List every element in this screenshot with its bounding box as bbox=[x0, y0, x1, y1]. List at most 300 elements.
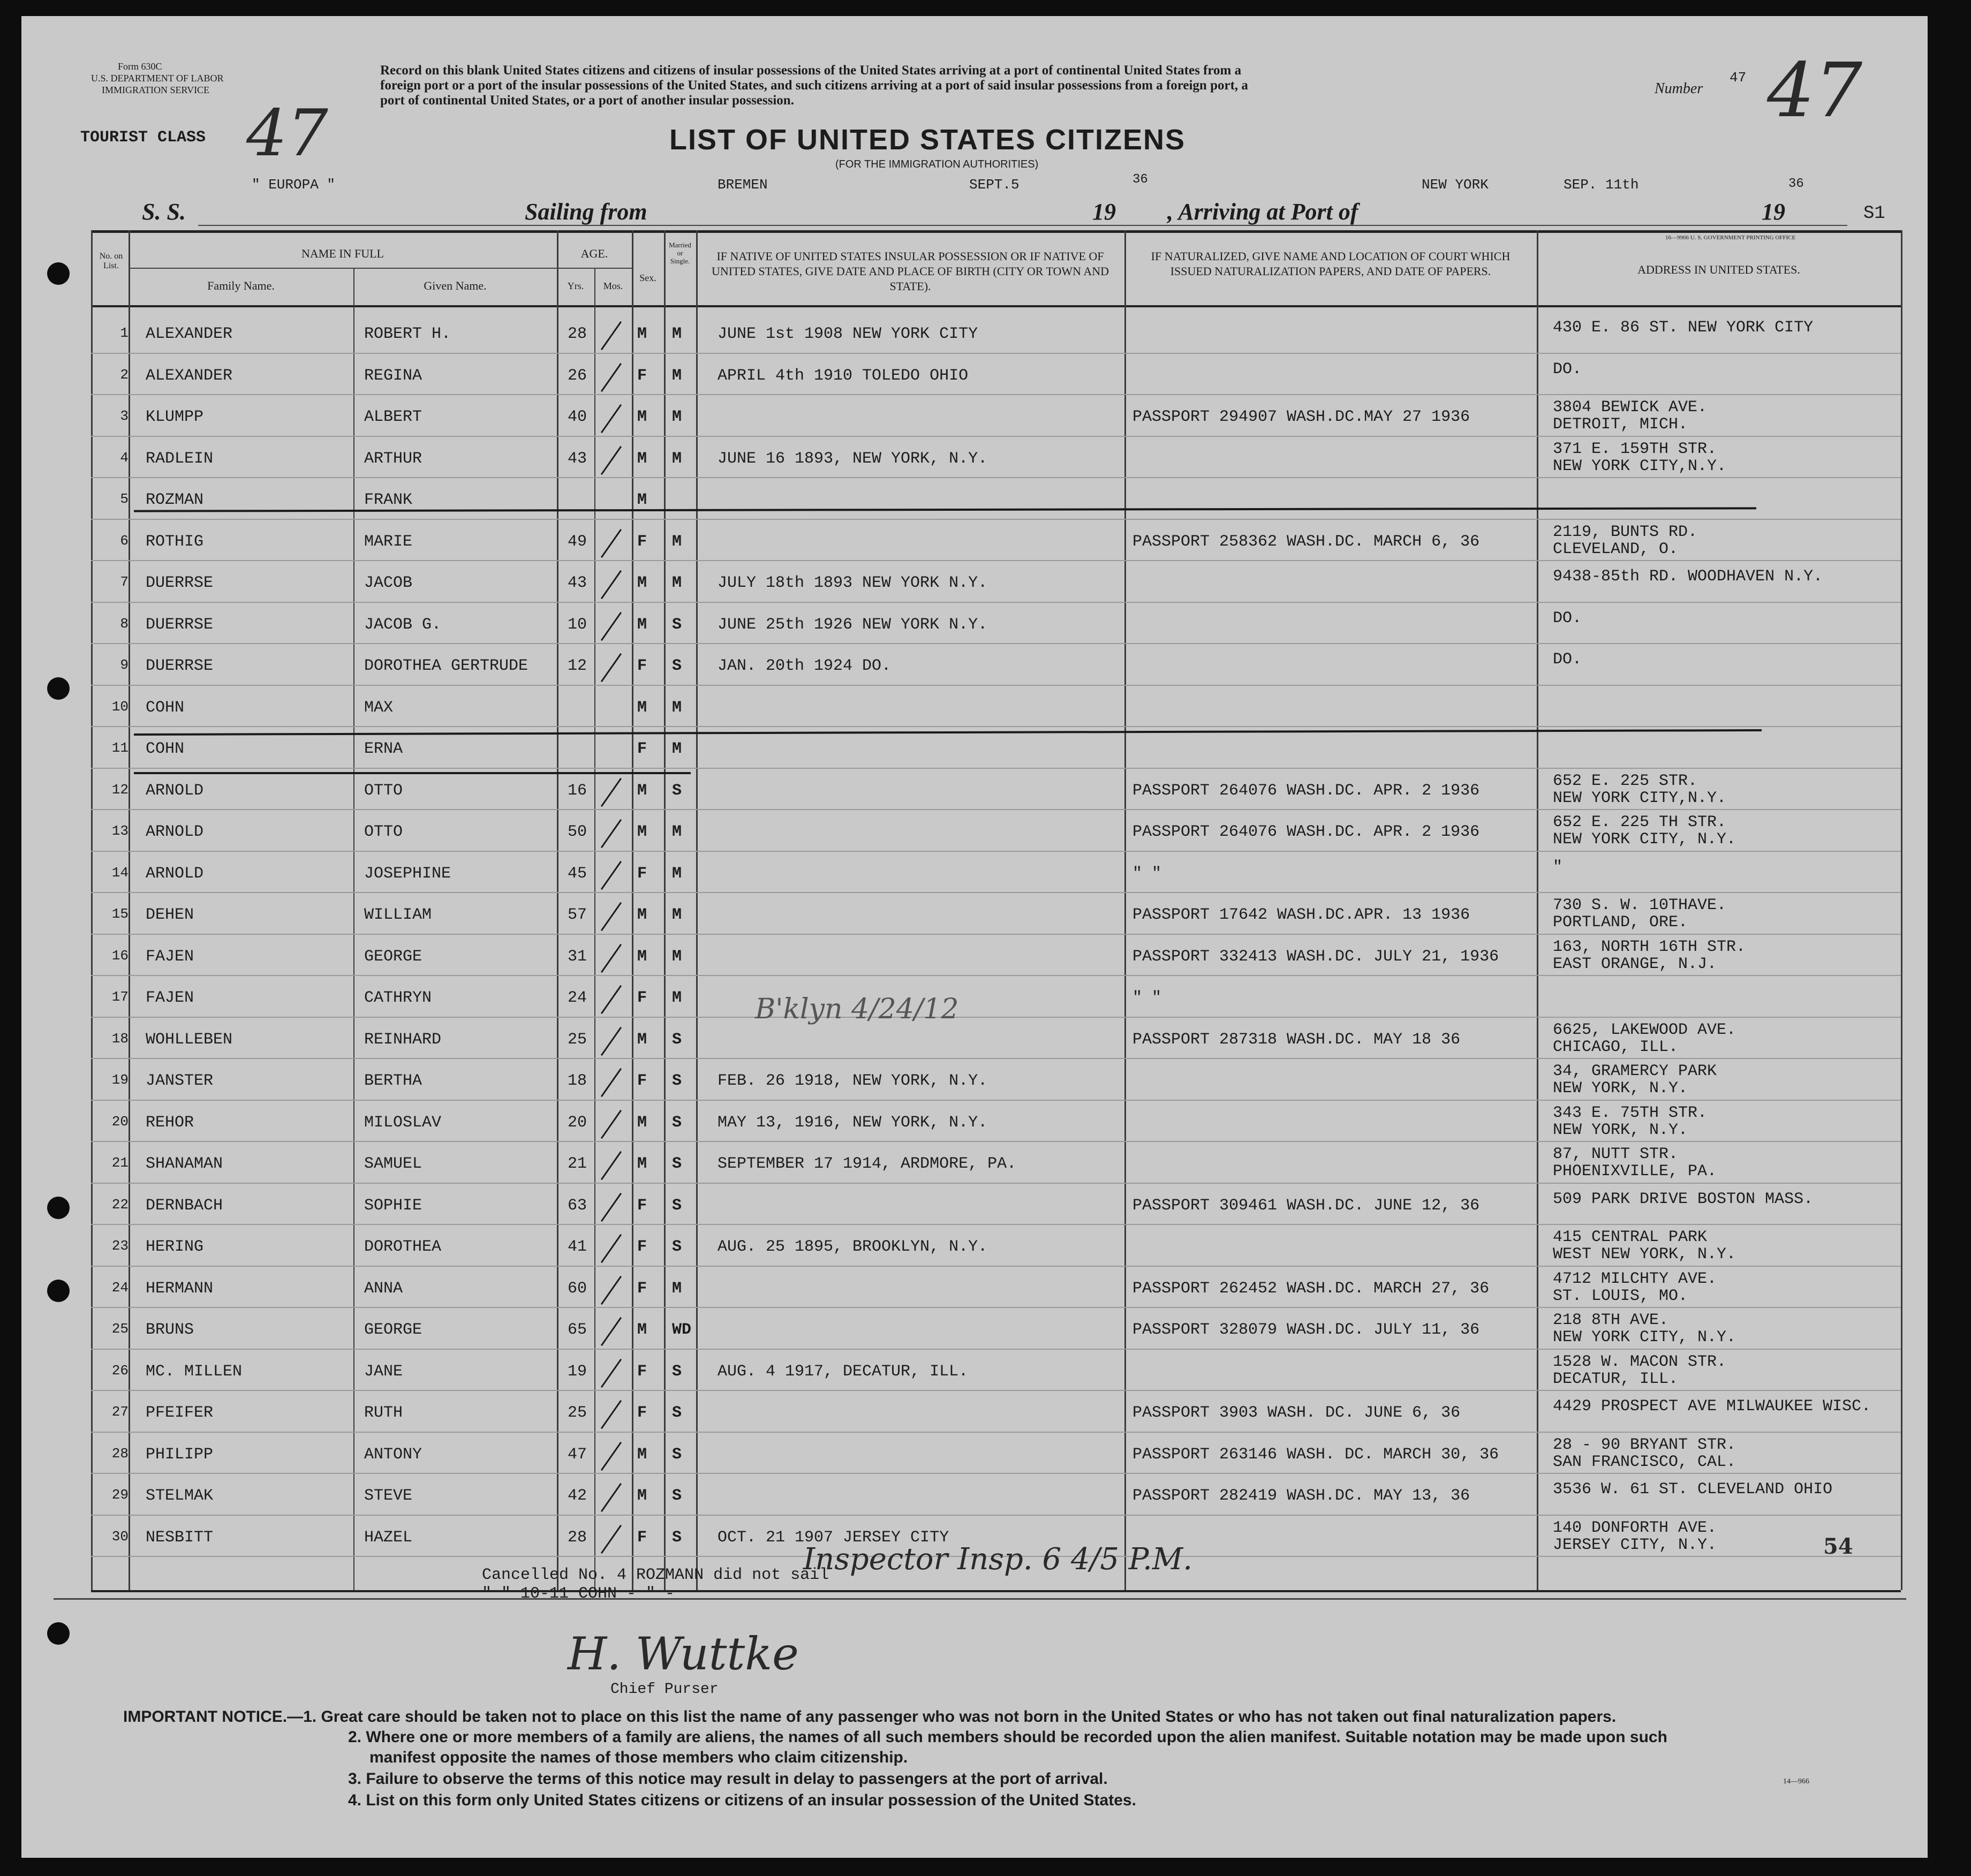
cell-age: 25 bbox=[568, 1404, 587, 1422]
purser-label: Chief Purser bbox=[610, 1681, 719, 1698]
cell-family: PHILIPP bbox=[146, 1445, 214, 1464]
check-slash-mark bbox=[601, 1400, 622, 1429]
cell-no: 24 bbox=[111, 1279, 129, 1296]
cell-age: 43 bbox=[568, 574, 587, 592]
binder-hole bbox=[47, 1622, 70, 1645]
cell-nat: " " bbox=[1132, 989, 1162, 1007]
cell-age: 16 bbox=[568, 781, 587, 800]
cell-age: 21 bbox=[568, 1155, 587, 1173]
cell-given: JACOB bbox=[364, 574, 413, 592]
header-no: No. on List. bbox=[99, 252, 123, 270]
cell-address-line-2: CLEVELAND, O. bbox=[1553, 540, 1679, 558]
cell-given: GEORGE bbox=[364, 947, 422, 966]
purser-signature: H. Wuttke bbox=[568, 1628, 799, 1680]
cell-family: MC. MILLEN bbox=[146, 1362, 243, 1381]
row-rule bbox=[91, 353, 1901, 354]
cell-address-line-1: 4429 PROSPECT AVE MILWAUKEE WISC. bbox=[1553, 1397, 1871, 1416]
check-slash-mark bbox=[601, 985, 622, 1014]
cell-sex: M bbox=[637, 906, 647, 924]
check-slash-mark bbox=[601, 1068, 622, 1097]
name-subheader-rule bbox=[129, 268, 632, 269]
row-rule bbox=[91, 1017, 1901, 1018]
binder-hole bbox=[47, 677, 70, 700]
binder-hole bbox=[47, 262, 70, 285]
port-to: NEW YORK bbox=[1422, 177, 1489, 193]
header-sex: Sex. bbox=[639, 273, 656, 283]
cell-ms: M bbox=[672, 1279, 682, 1298]
row-rule bbox=[91, 1266, 1901, 1267]
cell-given: DOROTHEA GERTRUDE bbox=[364, 657, 528, 675]
cell-nat: PASSPORT 264076 WASH.DC. APR. 2 1936 bbox=[1132, 781, 1480, 800]
cell-birth: FEB. 26 1918, NEW YORK, N.Y. bbox=[718, 1072, 988, 1090]
arriving-label: , Arriving at Port of bbox=[1167, 199, 1358, 225]
check-slash-mark bbox=[601, 570, 622, 599]
check-slash-mark bbox=[601, 528, 622, 557]
cell-family: COHN bbox=[146, 740, 185, 758]
cancelled-note-1: Cancelled No. 4 ROZMANN did not sail bbox=[482, 1566, 829, 1584]
cell-family: ROZMAN bbox=[146, 491, 204, 509]
port-from: BREMEN bbox=[718, 177, 768, 193]
department: U.S. DEPARTMENT OF LABOR bbox=[91, 73, 224, 84]
cell-given: RUTH bbox=[364, 1404, 403, 1422]
cell-family: STELMAK bbox=[146, 1487, 214, 1505]
cell-family: DUERRSE bbox=[146, 615, 214, 634]
cell-given: BERTHA bbox=[364, 1072, 422, 1090]
cell-family: FAJEN bbox=[146, 947, 194, 966]
header-naturalized: IF NATURALIZED, GIVE NAME AND LOCATION OF COURT WHICH ISSUED NATURALIZATION PAPERS, AND DATE OF PAPERS. bbox=[1151, 249, 1511, 278]
cell-sex: M bbox=[637, 1321, 647, 1339]
cell-sex: F bbox=[637, 1238, 647, 1256]
cell-family: BRUNS bbox=[146, 1321, 194, 1339]
cell-address-line-2: DETROIT, MICH. bbox=[1553, 415, 1688, 434]
cell-address-line-2: NEW YORK CITY,N.Y. bbox=[1553, 457, 1727, 475]
row-rule bbox=[91, 1473, 1901, 1474]
cell-address-line-2: CHICAGO, ILL. bbox=[1553, 1038, 1679, 1056]
cell-address-line-1: 4712 MILCHTY AVE. bbox=[1553, 1269, 1717, 1288]
col-rule bbox=[91, 230, 93, 1590]
cell-address-line-1: 509 PARK DRIVE BOSTON MASS. bbox=[1553, 1190, 1814, 1208]
cell-ms: M bbox=[672, 947, 682, 966]
cell-given: ANNA bbox=[364, 1279, 403, 1298]
number-typed: 47 bbox=[1730, 70, 1747, 86]
cell-family: KLUMPP bbox=[146, 408, 204, 426]
row-rule bbox=[91, 892, 1901, 893]
page-subtitle: (FOR THE IMMIGRATION AUTHORITIES) bbox=[835, 158, 1039, 170]
cell-age: 43 bbox=[568, 449, 587, 468]
row-rule bbox=[91, 1183, 1901, 1184]
cell-address-line-1: 140 DONFORTH AVE. bbox=[1553, 1518, 1717, 1537]
row-rule bbox=[91, 1058, 1901, 1059]
cell-age: 31 bbox=[568, 947, 587, 966]
cell-family: WOHLLEBEN bbox=[146, 1030, 233, 1049]
cell-no: 3 bbox=[120, 408, 129, 424]
cell-age: 19 bbox=[568, 1362, 587, 1381]
table-header-rule bbox=[91, 305, 1901, 307]
manifest-sheet bbox=[21, 16, 1928, 1858]
strike-row-10 bbox=[134, 729, 1762, 736]
cell-ms: S bbox=[672, 1487, 682, 1505]
cell-no: 21 bbox=[111, 1155, 129, 1171]
cell-sex: F bbox=[637, 532, 647, 551]
cell-age: 20 bbox=[568, 1113, 587, 1132]
cell-given: JANE bbox=[364, 1362, 403, 1381]
cell-no: 14 bbox=[111, 864, 129, 881]
cell-no: 15 bbox=[111, 906, 129, 922]
notice-label bbox=[123, 1708, 1616, 1726]
header-birth: IF NATIVE OF UNITED STATES INSULAR POSSESSION OR IF NATIVE OF UNITED STATES, GIVE DATE AND PLACE OF BIRTH (CITY OR TOWN AND STATE). bbox=[711, 249, 1109, 293]
row-rule bbox=[91, 1100, 1901, 1101]
cell-ms: S bbox=[672, 1196, 682, 1215]
class-handwritten: 47 bbox=[246, 96, 328, 171]
row-rule bbox=[91, 643, 1901, 644]
cell-address-line-1: 163, NORTH 16TH STR. bbox=[1553, 937, 1746, 956]
row-rule bbox=[91, 1224, 1901, 1225]
notice-item-3: 3. Failure to observe the terms of this notice may result in delay to passengers at the port of arrival. bbox=[348, 1770, 1108, 1788]
check-slash-mark bbox=[601, 1275, 622, 1304]
cell-age: 12 bbox=[568, 657, 587, 675]
age-subheader-rule bbox=[557, 268, 632, 269]
binder-hole bbox=[47, 1197, 70, 1219]
cell-no: 17 bbox=[111, 989, 129, 1005]
cell-ms: S bbox=[672, 657, 682, 675]
col-rule bbox=[1537, 230, 1538, 1590]
year-prefix-1: 19 bbox=[1092, 199, 1116, 225]
notice-item-1: —1. Great care should be taken not to place on this list the name of any passenger who was not born in the United States or who has not taken out final naturalization papers. bbox=[287, 1708, 1617, 1726]
cell-ms: WD bbox=[672, 1321, 692, 1339]
cell-given: DOROTHEA bbox=[364, 1238, 442, 1256]
cell-ms: M bbox=[672, 864, 682, 883]
cell-ms: S bbox=[672, 1238, 682, 1256]
cell-age: 50 bbox=[568, 823, 587, 841]
cell-address-line-1: 415 CENTRAL PARK bbox=[1553, 1228, 1708, 1246]
cell-sex: F bbox=[637, 657, 647, 675]
page-title: LIST OF UNITED STATES CITIZENS bbox=[669, 124, 1185, 156]
cell-age: 25 bbox=[568, 1030, 587, 1049]
row17-handwritten-note: B'klyn 4/24/12 bbox=[755, 993, 959, 1025]
row-rule bbox=[91, 809, 1901, 810]
cell-address-line-2: NEW YORK CITY, N.Y. bbox=[1553, 830, 1736, 849]
row-rule bbox=[91, 394, 1901, 395]
cell-family: DUERRSE bbox=[146, 657, 214, 675]
cell-address-line-1: DO. bbox=[1553, 650, 1582, 669]
strike-row-11 bbox=[134, 772, 691, 774]
row-rule bbox=[91, 685, 1901, 686]
header-married-single: Married or Single. bbox=[669, 241, 691, 265]
number-handwritten: 47 bbox=[1767, 47, 1863, 134]
col-rule bbox=[1124, 230, 1126, 1590]
cell-birth: MAY 13, 1916, NEW YORK, N.Y. bbox=[718, 1113, 988, 1132]
cell-age: 40 bbox=[568, 408, 587, 426]
cell-sex: M bbox=[637, 1445, 647, 1464]
cell-address-line-1: 2119, BUNTS RD. bbox=[1553, 523, 1698, 541]
notice-item-2a: 2. Where one or more members of a family are aliens, the names of all such members should be recorded upon the alien manifest. Suitable notation may be made upon such bbox=[348, 1728, 1667, 1746]
row-rule bbox=[91, 1515, 1901, 1516]
cell-age: 49 bbox=[568, 532, 587, 551]
cell-sex: F bbox=[637, 1404, 647, 1422]
check-slash-mark bbox=[601, 1524, 622, 1553]
header-months: Mos. bbox=[603, 281, 623, 291]
instructions-line-3: port of continental United States, or a port of another insular possession. bbox=[380, 93, 794, 108]
cell-family: FAJEN bbox=[146, 989, 194, 1007]
cell-ms: M bbox=[672, 449, 682, 468]
cell-no: 19 bbox=[111, 1072, 129, 1088]
cell-no: 1 bbox=[120, 325, 129, 341]
cell-given: ERNA bbox=[364, 740, 403, 758]
cell-family: ARNOLD bbox=[146, 781, 204, 800]
cell-birth: APRIL 4th 1910 TOLEDO OHIO bbox=[718, 366, 969, 385]
cell-address-line-1: DO. bbox=[1553, 360, 1582, 379]
cell-given: ARTHUR bbox=[364, 449, 422, 468]
cell-family: ARNOLD bbox=[146, 823, 204, 841]
header-age: AGE. bbox=[580, 247, 608, 260]
cell-address-line-1: 652 E. 225 TH STR. bbox=[1553, 813, 1727, 831]
cell-ms: M bbox=[672, 989, 682, 1007]
cell-family: PFEIFER bbox=[146, 1404, 214, 1422]
cell-address-line-1: 3804 BEWICK AVE. bbox=[1553, 398, 1708, 417]
cell-no: 23 bbox=[111, 1238, 129, 1254]
header-given-name: Given Name. bbox=[424, 279, 487, 292]
cell-address-line-2: WEST NEW YORK, N.Y. bbox=[1553, 1245, 1736, 1264]
cell-sex: M bbox=[637, 1487, 647, 1505]
cell-age: 26 bbox=[568, 366, 587, 385]
cell-address-line-1: 9438-85th RD. WOODHAVEN N.Y. bbox=[1553, 568, 1823, 586]
cell-ms: M bbox=[672, 823, 682, 841]
cell-address-line-1: 218 8TH AVE. bbox=[1553, 1311, 1669, 1329]
cell-age: 45 bbox=[568, 864, 587, 883]
cell-address-line-1: " bbox=[1553, 858, 1563, 876]
cell-sex: M bbox=[637, 615, 647, 634]
cell-family: DEHEN bbox=[146, 906, 194, 924]
check-slash-mark bbox=[601, 1234, 622, 1263]
cell-address-line-1: 34, GRAMERCY PARK bbox=[1553, 1062, 1717, 1080]
cell-ms: S bbox=[672, 1445, 682, 1464]
col-rule bbox=[353, 268, 354, 1590]
cell-address-line-2: ST. LOUIS, MO. bbox=[1553, 1287, 1688, 1305]
cell-given: MARIE bbox=[364, 532, 413, 551]
table-top-rule bbox=[91, 230, 1901, 233]
row-rule bbox=[91, 1141, 1901, 1142]
row-rule bbox=[91, 768, 1901, 769]
cell-no: 30 bbox=[111, 1528, 129, 1545]
page-count: 54 bbox=[1823, 1534, 1853, 1559]
cell-birth: SEPTEMBER 17 1914, ARDMORE, PA. bbox=[718, 1155, 1017, 1173]
cell-family: ALEXANDER bbox=[146, 366, 233, 385]
cell-no: 18 bbox=[111, 1030, 129, 1047]
cell-no: 11 bbox=[111, 740, 129, 756]
cell-birth: JUNE 1st 1908 NEW YORK CITY bbox=[718, 325, 978, 343]
cell-birth: AUG. 4 1917, DECATUR, ILL. bbox=[718, 1362, 969, 1381]
cell-address-line-1: 430 E. 86 ST. NEW YORK CITY bbox=[1553, 319, 1814, 337]
cell-nat: PASSPORT 332413 WASH.DC. JULY 21, 1936 bbox=[1132, 947, 1499, 966]
inspector-signature: Inspector Insp. 6 4/5 P.M. bbox=[803, 1542, 1193, 1577]
notice-item-2b: manifest opposite the names of those members who claim citizenship. bbox=[369, 1749, 908, 1766]
check-slash-mark bbox=[601, 1026, 622, 1055]
cell-given: ANTONY bbox=[364, 1445, 422, 1464]
cell-sex: M bbox=[637, 1155, 647, 1173]
cell-ms: M bbox=[672, 325, 682, 343]
cell-ms: S bbox=[672, 1113, 682, 1132]
cell-no: 29 bbox=[111, 1487, 129, 1503]
cell-age: 28 bbox=[568, 325, 587, 343]
cell-sex: F bbox=[637, 740, 647, 758]
check-slash-mark bbox=[601, 819, 622, 848]
cell-address-line-1: 6625, LAKEWOOD AVE. bbox=[1553, 1020, 1736, 1039]
col-rule bbox=[594, 268, 595, 1590]
cancelled-note-2: " " 10-11 COHN - " - bbox=[482, 1585, 675, 1603]
cell-sex: M bbox=[637, 781, 647, 800]
cell-sex: F bbox=[637, 989, 647, 1007]
cell-no: 8 bbox=[120, 615, 129, 632]
row-rule bbox=[91, 1390, 1901, 1391]
col-rule bbox=[664, 230, 666, 1590]
row-rule bbox=[91, 851, 1901, 852]
cell-family: REHOR bbox=[146, 1113, 194, 1132]
date-from: SEPT.5 bbox=[969, 177, 1020, 193]
check-slash-mark bbox=[601, 1441, 622, 1470]
cell-age: 41 bbox=[568, 1238, 587, 1256]
cell-nat: PASSPORT 263146 WASH. DC. MARCH 30, 36 bbox=[1132, 1445, 1499, 1464]
cell-sex: M bbox=[637, 1113, 647, 1132]
check-slash-mark bbox=[601, 1151, 622, 1180]
form-number: Form 630C bbox=[118, 61, 162, 72]
cell-nat: PASSPORT 287318 WASH.DC. MAY 18 36 bbox=[1132, 1030, 1461, 1049]
cell-no: 6 bbox=[120, 532, 129, 549]
header-years: Yrs. bbox=[567, 281, 584, 291]
cell-address-line-2: NEW YORK CITY, N.Y. bbox=[1553, 1328, 1736, 1347]
cell-address-line-2: NEW YORK CITY,N.Y. bbox=[1553, 789, 1727, 807]
cell-address-line-2: EAST ORANGE, N.J. bbox=[1553, 955, 1717, 973]
cell-given: GEORGE bbox=[364, 1321, 422, 1339]
cell-nat: PASSPORT 262452 WASH.DC. MARCH 27, 36 bbox=[1132, 1279, 1490, 1298]
number-label: Number bbox=[1655, 80, 1703, 97]
cell-given: CATHRYN bbox=[364, 989, 432, 1007]
cell-address-line-1: DO. bbox=[1553, 609, 1582, 627]
col-rule bbox=[129, 230, 130, 1590]
row-rule bbox=[91, 602, 1901, 603]
cell-given: ROBERT H. bbox=[364, 325, 451, 343]
ship-name: " EUROPA " bbox=[252, 177, 336, 193]
cell-ms: S bbox=[672, 1528, 682, 1547]
cell-no: 2 bbox=[120, 366, 129, 383]
cell-no: 27 bbox=[111, 1404, 129, 1420]
cell-ms: S bbox=[672, 781, 682, 800]
cell-sex: M bbox=[637, 574, 647, 592]
check-slash-mark bbox=[601, 653, 622, 682]
cell-no: 20 bbox=[111, 1113, 129, 1130]
cell-age: 65 bbox=[568, 1321, 587, 1339]
notice-item-4: 4. List on this form only United States citizens or citizens of an insular possession of the United States. bbox=[348, 1791, 1136, 1809]
cell-sex: M bbox=[637, 698, 647, 717]
cell-birth: JUNE 25th 1926 NEW YORK N.Y. bbox=[718, 615, 988, 634]
check-slash-mark bbox=[601, 362, 622, 391]
cell-ms: M bbox=[672, 366, 682, 385]
cell-age: 24 bbox=[568, 989, 587, 1007]
cell-no: 10 bbox=[111, 698, 129, 715]
cell-no: 4 bbox=[120, 449, 129, 466]
cell-given: REGINA bbox=[364, 366, 422, 385]
cell-sex: F bbox=[637, 864, 647, 883]
cell-sex: M bbox=[637, 823, 647, 841]
cell-age: 63 bbox=[568, 1196, 587, 1215]
cell-birth: JULY 18th 1893 NEW YORK N.Y. bbox=[718, 574, 988, 592]
cell-sex: F bbox=[637, 1072, 647, 1090]
cell-given: JOSEPHINE bbox=[364, 864, 451, 883]
check-slash-mark bbox=[601, 943, 622, 972]
cell-address-line-2: PHOENIXVILLE, PA. bbox=[1553, 1162, 1717, 1181]
cell-sex: F bbox=[637, 1196, 647, 1215]
cell-ms: S bbox=[672, 1155, 682, 1173]
cell-address-line-2: NEW YORK, N.Y. bbox=[1553, 1079, 1688, 1098]
cell-address-line-1: 1528 W. MACON STR. bbox=[1553, 1352, 1727, 1371]
year-prefix-2: 19 bbox=[1762, 199, 1785, 225]
cell-sex: F bbox=[637, 1528, 647, 1547]
check-slash-mark bbox=[601, 1358, 622, 1387]
cell-address-line-2: DECATUR, ILL. bbox=[1553, 1370, 1679, 1388]
cell-ms: S bbox=[672, 615, 682, 634]
cell-ms: M bbox=[672, 740, 682, 758]
check-slash-mark bbox=[601, 860, 622, 889]
check-slash-mark bbox=[601, 445, 622, 474]
cell-address-line-2: SAN FRANCISCO, CAL. bbox=[1553, 1453, 1736, 1471]
cell-no: 16 bbox=[111, 947, 129, 964]
cell-given: HAZEL bbox=[364, 1528, 413, 1547]
check-slash-mark bbox=[601, 902, 622, 931]
corner-mark: S1 bbox=[1863, 203, 1885, 224]
cell-birth: JAN. 20th 1924 DO. bbox=[718, 657, 892, 675]
cell-address-line-1: 28 - 90 BRYANT STR. bbox=[1553, 1435, 1736, 1454]
cell-sex: F bbox=[637, 1279, 647, 1298]
cell-family: NESBITT bbox=[146, 1528, 214, 1547]
check-slash-mark bbox=[601, 1192, 622, 1221]
cell-sex: M bbox=[637, 1030, 647, 1049]
cell-age: 60 bbox=[568, 1279, 587, 1298]
check-slash-mark bbox=[601, 777, 622, 806]
cell-no: 5 bbox=[120, 491, 129, 507]
cell-family: ARNOLD bbox=[146, 864, 204, 883]
cell-given: STEVE bbox=[364, 1487, 413, 1505]
cell-given: MILOSLAV bbox=[364, 1113, 442, 1132]
row-rule bbox=[91, 1307, 1901, 1308]
cell-ms: M bbox=[672, 408, 682, 426]
cell-no: 7 bbox=[120, 574, 129, 590]
row-rule bbox=[91, 436, 1901, 437]
check-slash-mark bbox=[601, 611, 622, 640]
cell-age: 47 bbox=[568, 1445, 587, 1464]
cell-no: 9 bbox=[120, 657, 129, 673]
cell-birth: OCT. 21 1907 JERSEY CITY bbox=[718, 1528, 949, 1547]
cell-no: 22 bbox=[111, 1196, 129, 1213]
cell-given: REINHARD bbox=[364, 1030, 442, 1049]
check-slash-mark bbox=[601, 321, 622, 350]
cell-address-line-2: PORTLAND, ORE. bbox=[1553, 913, 1688, 932]
cell-sex: M bbox=[637, 947, 647, 966]
header-address: ADDRESS IN UNITED STATES. bbox=[1637, 263, 1800, 276]
cell-family: COHN bbox=[146, 698, 185, 717]
notice-label-text: IMPORTANT NOTICE. bbox=[123, 1708, 288, 1726]
row-rule bbox=[91, 1432, 1901, 1433]
notice-top-rule bbox=[54, 1598, 1906, 1600]
cell-ms: M bbox=[672, 698, 682, 717]
cell-ms: S bbox=[672, 1030, 682, 1049]
cell-given: ALBERT bbox=[364, 408, 422, 426]
cell-sex: M bbox=[637, 325, 647, 343]
row-rule bbox=[91, 477, 1901, 478]
cell-ms: M bbox=[672, 906, 682, 924]
cell-family: ALEXANDER bbox=[146, 325, 233, 343]
cell-nat: PASSPORT 17642 WASH.DC.APR. 13 1936 bbox=[1132, 906, 1470, 924]
header-family-name: Family Name. bbox=[207, 279, 275, 292]
cell-age: 28 bbox=[568, 1528, 587, 1547]
